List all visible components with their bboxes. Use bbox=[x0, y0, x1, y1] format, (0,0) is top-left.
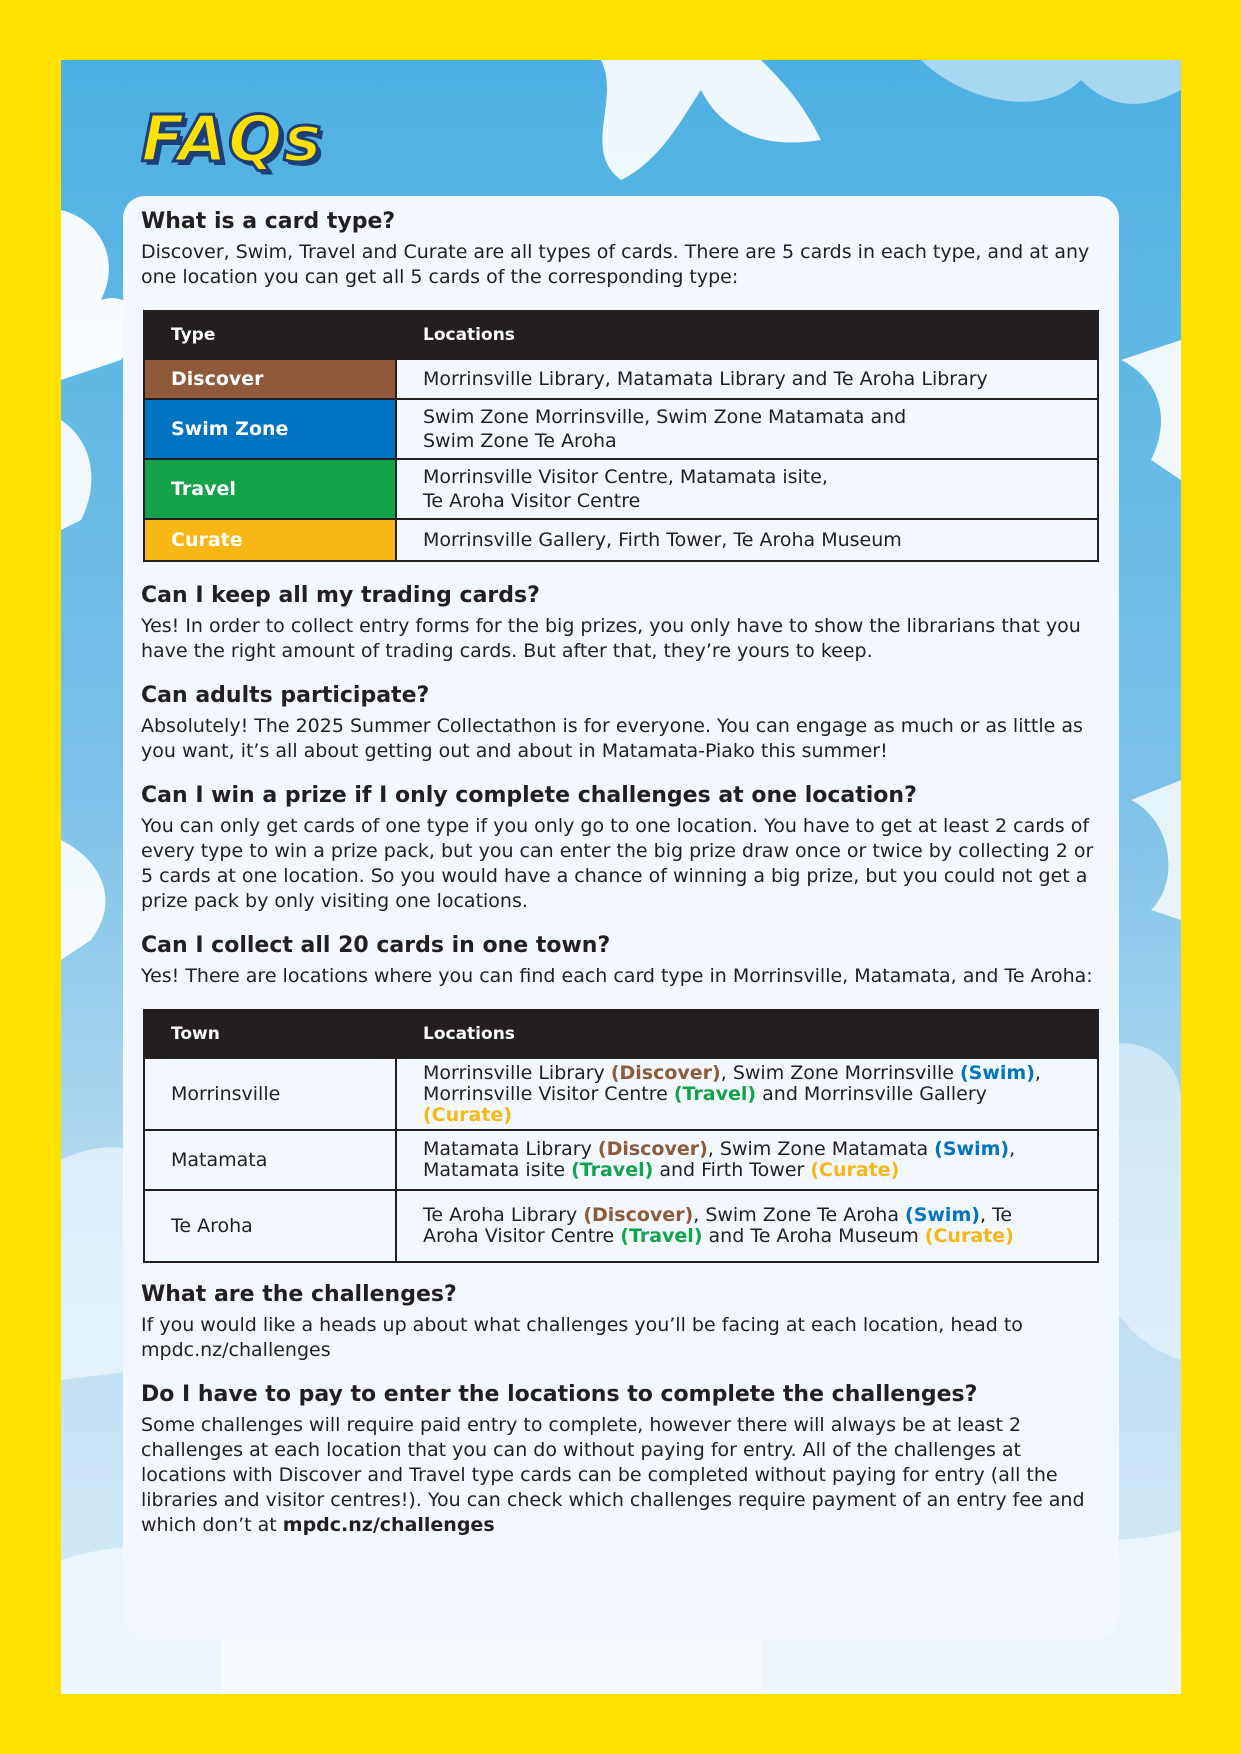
locations-cell bbox=[396, 1130, 1098, 1190]
tag-swim: (Swim) bbox=[934, 1138, 1010, 1160]
challenges-link[interactable]: mpdc.nz/challenges bbox=[282, 1514, 495, 1536]
locations-cell: Morrinsville Library, Matamata Library and Te Aroha Library bbox=[396, 359, 1098, 399]
locations-line: Swim Zone Morrinsville, Swim Zone Matamata and bbox=[423, 406, 907, 428]
town-cell: Matamata bbox=[144, 1130, 396, 1190]
type-cell-discover: Discover bbox=[144, 359, 396, 399]
faq-content bbox=[141, 208, 1101, 1556]
locations-cell bbox=[396, 1190, 1098, 1262]
location-text: and Morrinsville Gallery bbox=[756, 1082, 987, 1105]
question-heading: Can adults participate? bbox=[141, 683, 430, 708]
location-text: , Swim Zone Morrinsville bbox=[720, 1061, 960, 1084]
tag-travel: (Travel) bbox=[620, 1225, 703, 1247]
location-text: , Matamata isite bbox=[423, 1138, 1016, 1181]
table-row bbox=[144, 1130, 1098, 1190]
question-heading: Can I keep all my trading cards? bbox=[141, 583, 540, 608]
locations-line: Te Aroha Visitor Centre bbox=[423, 490, 641, 512]
locations-cell: Morrinsville Gallery, Firth Tower, Te Aroha Museum bbox=[396, 519, 1098, 561]
column-header-town: Town bbox=[144, 1010, 396, 1058]
table-row bbox=[144, 359, 1098, 399]
tag-discover: (Discover) bbox=[610, 1061, 721, 1084]
location-text: and Firth Tower bbox=[653, 1159, 811, 1181]
locations-cell bbox=[396, 459, 1098, 519]
answer-text: You can only get cards of one type if you only go to one location. You have to get at least 2 cards of every type to win a prize pack, but you can enter the big prize draw once or twice by collecting 2 or 5 cards at one location. So you would have a chance of winning a big prize, but you could not get a prize pack by only visiting one locations. bbox=[141, 815, 1094, 912]
tag-discover: (Discover) bbox=[583, 1204, 694, 1226]
column-header-locations: Locations bbox=[396, 311, 1098, 359]
answer-text bbox=[141, 1413, 1101, 1538]
location-text: , Te Aroha Visitor Centre bbox=[423, 1204, 1013, 1247]
question-heading: Do I have to pay to enter the locations to complete the challenges? bbox=[141, 1382, 978, 1407]
tag-discover: (Discover) bbox=[597, 1138, 708, 1160]
tag-curate: (Curate) bbox=[810, 1159, 900, 1181]
column-header-locations: Locations bbox=[396, 1010, 1098, 1058]
question-heading: What are the challenges? bbox=[141, 1282, 457, 1307]
location-text: Morrinsville Library bbox=[423, 1061, 611, 1084]
table-row bbox=[144, 1190, 1098, 1262]
type-cell-swim: Swim Zone bbox=[144, 399, 396, 459]
answer-body: Some challenges will require paid entry to complete, however there will always be at least 2 challenges at each location that you can do without paying for entry. All of the challenges at locations with Discover and Travel type cards can be completed without paying for entry (all the libraries and visitor centres!). You can check which challenges require payment of an entry fee and which don’t at bbox=[141, 1414, 1085, 1536]
location-text: , Swim Zone Matamata bbox=[707, 1138, 935, 1160]
tag-swim: (Swim) bbox=[905, 1204, 980, 1226]
town-cell: Te Aroha bbox=[144, 1190, 396, 1262]
question-heading: Can I collect all 20 cards in one town? bbox=[141, 933, 611, 958]
faq-one-town bbox=[141, 932, 1101, 1263]
answer-text: If you would like a heads up about what challenges you’ll be facing at each location, head to mpdc.nz/challenges bbox=[141, 1314, 1023, 1361]
answer-text: Yes! In order to collect entry forms for the big prizes, you only have to show the librarians that you have the right amount of trading cards. But after that, they’re yours to keep. bbox=[141, 615, 1081, 662]
table-row bbox=[144, 1058, 1098, 1130]
poster-background bbox=[61, 60, 1181, 1694]
tag-swim: (Swim) bbox=[960, 1061, 1035, 1084]
question-heading: Can I win a prize if I only complete challenges at one location? bbox=[141, 783, 917, 808]
column-header-type: Type bbox=[144, 311, 396, 359]
location-text: , Swim Zone Te Aroha bbox=[693, 1204, 906, 1226]
town-cell: Morrinsville bbox=[144, 1058, 396, 1130]
location-text: and Te Aroha Museum bbox=[702, 1225, 925, 1247]
locations-cell bbox=[396, 1058, 1098, 1130]
faq-card-type bbox=[141, 208, 1101, 562]
table-row bbox=[144, 459, 1098, 519]
table-header-row bbox=[144, 1010, 1098, 1058]
faq-paid-entry bbox=[141, 1381, 1101, 1538]
faqs-logo: FAQs bbox=[141, 103, 323, 177]
location-text: Matamata Library bbox=[423, 1138, 598, 1160]
faq-adults bbox=[141, 682, 1101, 764]
location-text: Te Aroha Library bbox=[423, 1204, 584, 1226]
answer-text: Discover, Swim, Travel and Curate are all types of cards. There are 5 cards in each type, and at any one location you can get all 5 cards of the corresponding type: bbox=[141, 241, 1090, 288]
tag-curate: (Curate) bbox=[423, 1103, 512, 1126]
faq-one-location bbox=[141, 782, 1101, 914]
answer-text: Absolutely! The 2025 Summer Collectathon is for everyone. You can engage as much or as little as you want, it’s all about getting out and about in Matamata-Piako this summer! bbox=[141, 715, 1083, 762]
location-text: , Morrinsville Visitor Centre bbox=[423, 1061, 1041, 1105]
type-cell-travel: Travel bbox=[144, 459, 396, 519]
tag-curate: (Curate) bbox=[924, 1225, 1014, 1247]
locations-cell bbox=[396, 399, 1098, 459]
type-cell-curate: Curate bbox=[144, 519, 396, 561]
faq-keep-cards bbox=[141, 582, 1101, 664]
table-row bbox=[144, 519, 1098, 561]
table-row bbox=[144, 399, 1098, 459]
faq-challenges bbox=[141, 1281, 1101, 1363]
table-header-row bbox=[144, 311, 1098, 359]
town-table bbox=[143, 1009, 1099, 1263]
locations-line: Swim Zone Te Aroha bbox=[423, 430, 617, 452]
card-type-table bbox=[143, 310, 1099, 562]
answer-text: Yes! There are locations where you can find each card type in Morrinsville, Matamata, and Te Aroha: bbox=[141, 965, 1093, 987]
tag-travel: (Travel) bbox=[673, 1082, 757, 1105]
tag-travel: (Travel) bbox=[571, 1159, 654, 1181]
question-heading: What is a card type? bbox=[141, 209, 396, 234]
locations-line: Morrinsville Visitor Centre, Matamata isite, bbox=[423, 466, 828, 488]
